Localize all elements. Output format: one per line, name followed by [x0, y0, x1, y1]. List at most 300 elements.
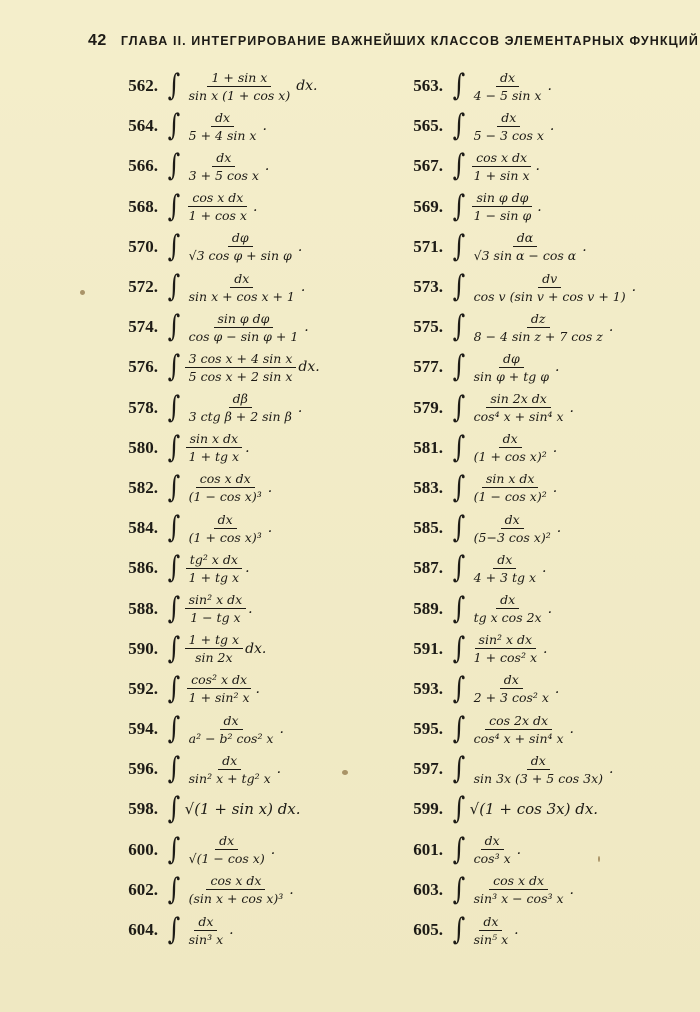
integral-sign-icon: ∫ [167, 751, 181, 787]
fraction-denominator: 1 + cos x [188, 208, 247, 224]
integrand-tail: . [245, 560, 250, 577]
fraction-denominator: sin 2x [195, 650, 233, 666]
fraction [185, 391, 296, 424]
fraction [470, 190, 536, 223]
problem-item [395, 910, 680, 950]
problem-item [395, 307, 680, 347]
problem-item [110, 588, 395, 628]
fraction-numerator: cos x dx [206, 873, 265, 890]
integral-sign-icon: ∫ [167, 68, 181, 104]
fraction [185, 713, 278, 746]
problem-number: 576. [128, 357, 158, 377]
integrand-tail: . [549, 118, 555, 135]
fraction [185, 190, 251, 223]
problem-item [110, 830, 395, 870]
fraction [185, 431, 243, 464]
integrand-tail: . [537, 198, 542, 215]
fraction-denominator: cos φ − sin φ + 1 [188, 328, 299, 344]
fraction [185, 311, 303, 344]
integral-sign-icon: ∫ [167, 349, 181, 385]
integrand-tail: . [264, 158, 270, 175]
fraction [470, 753, 607, 786]
integral-sign-icon: ∫ [167, 871, 181, 907]
fraction [470, 431, 551, 464]
problem-number: 592. [128, 678, 158, 698]
integrand-tail: . [555, 359, 560, 376]
integrand-tail: . [569, 881, 574, 898]
problem-number: 565. [413, 116, 443, 136]
problem-grid [110, 66, 680, 950]
fraction [470, 391, 568, 424]
integrand-tail: . [300, 279, 306, 296]
fraction-denominator: 1 + tg x [188, 569, 240, 585]
problem-item [110, 749, 395, 789]
problem-item [110, 789, 395, 829]
fraction-numerator: dx [211, 110, 234, 127]
fraction-denominator: sin 3x (3 + 5 cos 3x) [473, 770, 604, 786]
problem-item [110, 347, 395, 387]
fraction [185, 150, 263, 183]
fraction-denominator: 2 + 3 cos² x [473, 690, 549, 706]
problem-item [110, 870, 395, 910]
problem-number: 567. [413, 156, 443, 176]
problem-item [110, 548, 395, 588]
fraction-denominator: 5 cos x + 2 sin x [188, 368, 293, 384]
integral-sign-icon: ∫ [167, 711, 181, 747]
fraction-denominator: √3 sin α − cos α [473, 248, 577, 264]
fraction-denominator: 5 + 4 sin x [188, 127, 257, 143]
problem-item [110, 388, 395, 428]
fraction-denominator: 3 ctg β + 2 sin β [188, 409, 292, 425]
integral-sign-icon: ∫ [167, 269, 181, 305]
integral-sign-icon: ∫ [167, 630, 181, 666]
fraction [185, 632, 243, 665]
problem-number: 598. [128, 799, 158, 819]
fraction-denominator: sin φ + tg φ [473, 368, 550, 384]
fraction-numerator: dx [500, 672, 523, 689]
integral-sign-icon: ∫ [452, 469, 466, 505]
integrand-tail: . [297, 399, 303, 416]
integral-sign-icon: ∫ [167, 429, 181, 465]
integrand-tail: . [609, 761, 614, 778]
fraction [185, 471, 266, 504]
problem-number: 582. [128, 477, 158, 497]
problem-number: 583. [413, 477, 443, 497]
problem-item [395, 227, 680, 267]
integral-sign-icon: ∫ [452, 791, 466, 827]
problem-item [395, 187, 680, 227]
problem-item [395, 267, 680, 307]
fraction-numerator: tg² x dx [186, 552, 242, 569]
problem-number: 573. [413, 277, 443, 297]
fraction-numerator: dφ [228, 230, 253, 247]
fraction [470, 672, 553, 705]
fraction-denominator: cos⁴ x + sin⁴ x [473, 409, 564, 425]
integrand-tail: . [552, 479, 558, 496]
fraction-denominator: sin⁵ x [473, 931, 509, 947]
problem-item [110, 629, 395, 669]
fraction [470, 271, 630, 304]
fraction-numerator: cos x dx [196, 471, 255, 488]
fraction-numerator: dα [513, 230, 537, 247]
problem-item [395, 870, 680, 910]
integrand-tail: . [267, 479, 273, 496]
fraction-denominator: √3 cos φ + sin φ [188, 248, 292, 264]
integral-sign-icon: ∫ [452, 228, 466, 264]
fraction-denominator: (1 − cos x)³ [188, 489, 262, 505]
fraction-denominator: a² − b² cos² x [188, 730, 274, 746]
problem-item [395, 588, 680, 628]
fraction-numerator: dv [538, 271, 561, 288]
integrand-tail: . [289, 881, 294, 898]
chapter-title: ГЛАВА II. ИНТЕГРИРОВАНИЕ ВАЖНЕЙШИХ КЛАССОВ ЭЛЕМЕНТАРНЫХ ФУНКЦИЙ [120, 34, 699, 48]
problem-item [395, 468, 680, 508]
problem-number: 569. [413, 196, 443, 216]
fraction-numerator: sin x dx [186, 431, 243, 448]
fraction [470, 873, 568, 906]
integrand-tail: . [252, 198, 258, 215]
page-speck [80, 290, 85, 295]
fraction-numerator: dx [493, 552, 516, 569]
problem-number: 575. [413, 317, 443, 337]
fraction [470, 512, 555, 545]
problem-item [395, 629, 680, 669]
fraction-numerator: dz [527, 311, 550, 328]
fraction-numerator: dx [496, 70, 519, 87]
fraction-denominator: cos⁴ x + sin⁴ x [473, 730, 564, 746]
integral-sign-icon: ∫ [167, 309, 181, 345]
integrand-tail: . [631, 279, 637, 296]
fraction-denominator: 1 − tg x [190, 610, 241, 626]
integrand-tail: . [229, 922, 234, 939]
integral-sign-icon: ∫ [452, 188, 466, 224]
integrand-tail: . [582, 238, 587, 255]
integral-sign-icon: ∫ [167, 148, 181, 184]
fraction-denominator: 5 − 3 cos x [473, 127, 544, 143]
fraction-denominator: 4 + 3 tg x [473, 569, 536, 585]
integrand-tail: . [516, 841, 522, 858]
fraction-numerator: dx [230, 271, 253, 288]
problem-number: 604. [128, 920, 158, 940]
integral-sign-icon: ∫ [452, 269, 466, 305]
fraction-numerator: dx [214, 512, 237, 529]
problem-item [395, 388, 680, 428]
problem-item [110, 709, 395, 749]
problem-item [395, 146, 680, 186]
integrand-tail: . [547, 78, 552, 95]
integrand-tail: . [543, 640, 548, 657]
problem-number: 586. [128, 558, 158, 578]
page-speck [342, 770, 348, 775]
problem-item [395, 709, 680, 749]
fraction [470, 833, 515, 866]
fraction-numerator: sin 2x dx [486, 391, 550, 408]
integral-sign-icon: ∫ [167, 831, 181, 867]
fraction-denominator: cos v (sin v + cos v + 1) [473, 288, 626, 304]
fraction-numerator: dx [218, 753, 241, 770]
problem-item [110, 910, 395, 950]
fraction [470, 632, 541, 665]
fraction-numerator: sin² x dx [185, 592, 247, 609]
integral-sign-icon: ∫ [167, 389, 181, 425]
integrand-tail: . [297, 238, 303, 255]
integrand-tail: . [552, 439, 558, 456]
fraction-denominator: 1 − sin φ [473, 208, 532, 224]
problem-item [110, 227, 395, 267]
integrand-tail: . [255, 680, 260, 697]
integral-sign-icon: ∫ [452, 831, 466, 867]
problem-item [395, 789, 680, 829]
fraction [185, 110, 261, 143]
problem-number: 571. [413, 236, 443, 256]
integral-sign-icon: ∫ [452, 711, 466, 747]
problem-number: 584. [128, 518, 158, 538]
integrand-tail: . [554, 680, 560, 697]
fraction-denominator: 1 + tg x [188, 449, 240, 465]
fraction-numerator: 1 + tg x [185, 632, 243, 649]
integral-sign-icon: ∫ [452, 912, 466, 948]
problem-number: 602. [128, 879, 158, 899]
problem-number: 595. [413, 719, 443, 739]
fraction [470, 471, 551, 504]
problem-item [110, 187, 395, 227]
page-number: 42 [88, 32, 107, 49]
integral-sign-icon: ∫ [167, 590, 181, 626]
problem-number: 585. [413, 518, 443, 538]
integrand: √(1 + sin x) dx. [184, 800, 301, 819]
integrand-tail: . [514, 922, 519, 939]
problem-number: 596. [128, 759, 158, 779]
problem-item [110, 66, 395, 106]
fraction [470, 914, 513, 947]
problem-item [395, 830, 680, 870]
fraction-numerator: cos 2x dx [485, 713, 552, 730]
problem-number: 563. [413, 76, 443, 96]
fraction [470, 552, 540, 585]
problem-number: 599. [413, 799, 443, 819]
problem-item [110, 146, 395, 186]
integrand-tail: . [245, 439, 250, 456]
problem-number: 589. [413, 598, 443, 618]
fraction-denominator: sin x + cos x + 1 [188, 288, 295, 304]
integrand-tail: . [276, 761, 282, 778]
fraction-denominator: (sin x + cos x)³ [188, 891, 284, 907]
problem-number: 601. [413, 839, 443, 859]
fraction-denominator: 1 + sin² x [188, 690, 250, 706]
fraction-denominator: (1 + cos x)² [473, 449, 547, 465]
problem-item [395, 347, 680, 387]
fraction-denominator: (5−3 cos x)² [473, 529, 551, 545]
fraction-denominator: 3 + 5 cos x [188, 167, 259, 183]
fraction-denominator: 1 + cos² x [473, 650, 537, 666]
fraction-denominator: tg x cos 2x [473, 610, 542, 626]
fraction-denominator: 8 − 4 sin z + 7 cos z [473, 328, 603, 344]
integrand-tail: . [304, 319, 309, 336]
fraction-numerator: dx [527, 753, 550, 770]
integral-sign-icon: ∫ [452, 590, 466, 626]
fraction-numerator: dx [501, 512, 524, 529]
integral-sign-icon: ∫ [452, 751, 466, 787]
integral-sign-icon: ∫ [167, 188, 181, 224]
fraction-numerator: cos x dx [489, 873, 548, 890]
integral-sign-icon: ∫ [452, 871, 466, 907]
integral-sign-icon: ∫ [452, 108, 466, 144]
problem-number: 594. [128, 719, 158, 739]
problem-number: 574. [128, 317, 158, 337]
fraction [470, 70, 546, 103]
integral-sign-icon: ∫ [167, 510, 181, 546]
integrand-tail: . [279, 721, 284, 738]
problem-number: 562. [128, 76, 158, 96]
problem-number: 605. [413, 920, 443, 940]
integral-sign-icon: ∫ [167, 791, 181, 827]
problem-number: 591. [413, 638, 443, 658]
integrand-tail: . [262, 118, 267, 135]
integral-sign-icon: ∫ [167, 912, 181, 948]
problem-item [395, 749, 680, 789]
integrand-tail: . [267, 520, 273, 537]
fraction-numerator: sin x dx [482, 471, 539, 488]
fraction-numerator: 3 cos x + 4 sin x [185, 351, 297, 368]
fraction-numerator: dx [215, 833, 238, 850]
fraction [185, 512, 266, 545]
fraction-numerator: sin φ dφ [214, 311, 274, 328]
problem-number: 570. [128, 236, 158, 256]
integrand-tail: . [248, 600, 253, 617]
fraction-numerator: 1 + sin x [207, 70, 271, 87]
problem-number: 578. [128, 397, 158, 417]
fraction [185, 351, 297, 384]
page-header [88, 32, 699, 50]
problem-number: 566. [128, 156, 158, 176]
fraction [470, 351, 553, 384]
integral-sign-icon: ∫ [452, 309, 466, 345]
fraction-numerator: cos x dx [188, 190, 247, 207]
problem-item [110, 106, 395, 146]
problem-number: 577. [413, 357, 443, 377]
fraction [470, 110, 548, 143]
fraction-denominator: sin³ x [188, 931, 224, 947]
problem-item [110, 669, 395, 709]
fraction [470, 592, 546, 625]
fraction-denominator: sin³ x − cos³ x [473, 891, 564, 907]
problem-number: 593. [413, 678, 443, 698]
problem-item [395, 66, 680, 106]
problem-item [395, 106, 680, 146]
fraction [185, 833, 269, 866]
problem-item [395, 548, 680, 588]
problem-number: 564. [128, 116, 158, 136]
fraction-denominator: 4 − 5 sin x [473, 87, 542, 103]
fraction [185, 592, 247, 625]
fraction-numerator: cos x dx [472, 150, 531, 167]
fraction [185, 70, 295, 103]
integrand-tail: . [547, 600, 553, 617]
integral-sign-icon: ∫ [167, 228, 181, 264]
fraction-numerator: dβ [229, 391, 252, 408]
integral-sign-icon: ∫ [452, 510, 466, 546]
problem-item [110, 468, 395, 508]
fraction-numerator: dx [481, 833, 504, 850]
integrand-tail: . [608, 319, 614, 336]
fraction [185, 753, 275, 786]
fraction [185, 914, 228, 947]
integral-sign-icon: ∫ [167, 108, 181, 144]
fraction-numerator: sin φ dφ [472, 190, 532, 207]
problem-number: 603. [413, 879, 443, 899]
problem-item [395, 428, 680, 468]
integral-sign-icon: ∫ [167, 670, 181, 706]
integrand-tail: . [569, 721, 574, 738]
fraction-numerator: dx [212, 150, 235, 167]
integrand: √(1 + cos 3x) dx. [469, 800, 599, 819]
fraction-numerator: dx [497, 110, 520, 127]
fraction [185, 672, 254, 705]
fraction-denominator: (1 − cos x)² [473, 489, 547, 505]
integrand-tail: . [270, 841, 276, 858]
fraction-numerator: cos² x dx [187, 672, 251, 689]
fraction [470, 311, 607, 344]
fraction-numerator: dx [220, 713, 243, 730]
fraction-denominator: √(1 − cos x) [188, 851, 265, 867]
integrand-tail: . [556, 520, 562, 537]
problem-number: 600. [128, 839, 158, 859]
problem-number: 580. [128, 437, 158, 457]
problem-item [110, 428, 395, 468]
problem-number: 572. [128, 277, 158, 297]
fraction [470, 150, 534, 183]
problem-number: 597. [413, 759, 443, 779]
problem-number: 587. [413, 558, 443, 578]
problem-item [110, 508, 395, 548]
problem-item [395, 508, 680, 548]
problem-number: 579. [413, 397, 443, 417]
fraction [470, 230, 581, 263]
page-speck [598, 856, 600, 862]
fraction [185, 552, 243, 585]
integrand-tail: . [542, 560, 547, 577]
integrand-tail: . [535, 158, 540, 175]
integral-sign-icon: ∫ [452, 68, 466, 104]
problem-item [110, 307, 395, 347]
problem-item [110, 267, 395, 307]
integral-sign-icon: ∫ [452, 349, 466, 385]
integral-sign-icon: ∫ [452, 550, 466, 586]
fraction-numerator: dx [496, 592, 519, 609]
integrand-tail: dx. [296, 78, 318, 95]
problem-number: 588. [128, 598, 158, 618]
integral-sign-icon: ∫ [167, 469, 181, 505]
problem-item [395, 669, 680, 709]
problem-number: 590. [128, 638, 158, 658]
fraction-denominator: sin x (1 + cos x) [188, 87, 291, 103]
fraction-numerator: sin² x dx [475, 632, 537, 649]
problem-number: 581. [413, 437, 443, 457]
integral-sign-icon: ∫ [452, 389, 466, 425]
fraction-denominator: 1 + sin x [473, 167, 530, 183]
integral-sign-icon: ∫ [452, 429, 466, 465]
integrand-tail: dx. [245, 640, 267, 657]
fraction [185, 230, 296, 263]
integrand-tail: dx. [298, 359, 320, 376]
fraction [185, 873, 288, 906]
integrand-tail: . [569, 399, 574, 416]
fraction-numerator: dx [479, 914, 502, 931]
integral-sign-icon: ∫ [452, 670, 466, 706]
fraction [185, 271, 299, 304]
integral-sign-icon: ∫ [452, 630, 466, 666]
fraction-numerator: dx [499, 431, 522, 448]
